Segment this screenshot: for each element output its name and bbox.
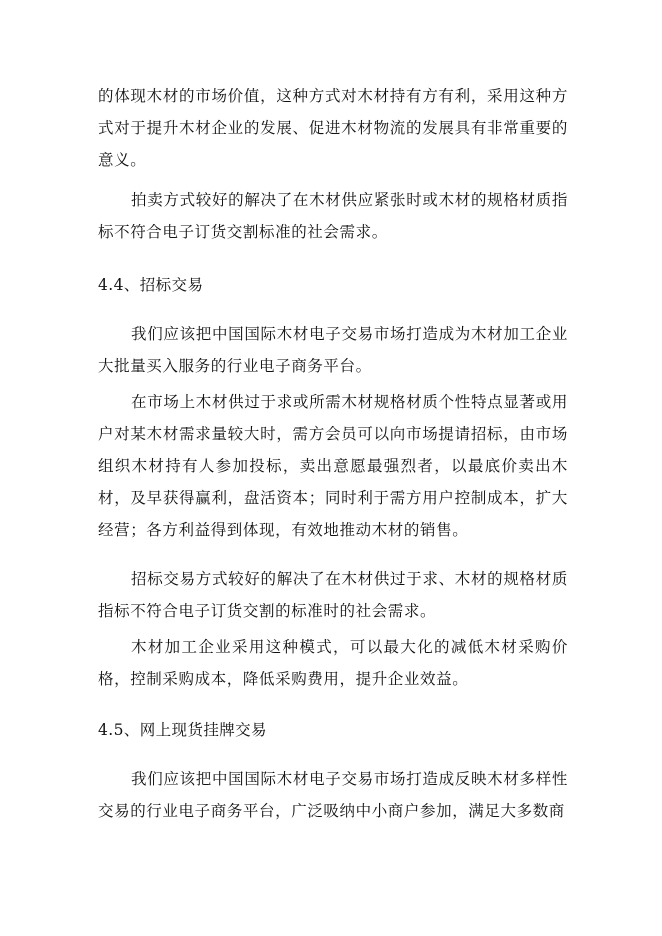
paragraph-tender-process: 在市场上木材供过于求或所需木材规格材质个性特点显著或用户对某木材需求量较大时，需方会员可以向市场提请招标，由市场组织木材持有人参加投标，卖出意愿最强烈者，以最底价卖出木材，及早获得赢利，盘活资本；同时利于需方用户控制成本，扩大经营；各方利益得到体现，有效地推动木材的销售。 (98, 393, 568, 539)
section-heading-4-4: 4.4、招标交易 (98, 276, 204, 294)
section-heading-4-5: 4.5、网上现货挂牌交易 (98, 721, 267, 739)
paragraph-tender-platform-goal: 我们应该把中国国际木材电子交易市场打造成为木材加工企业大批量买入服务的行业电子商务平台。 (98, 325, 568, 375)
paragraph-market-value-conclusion: 的体现木材的市场价值，这种方式对木材持有方有利，采用这种方式对于提升木材企业的发展、促进木材物流的发展具有非常重要的意义。 (98, 87, 568, 169)
paragraph-tender-benefits: 木材加工企业采用这种模式，可以最大化的减低木材采购价格，控制采购成本，降低采购费用，提升企业效益。 (98, 638, 568, 688)
paragraph-tender-summary: 招标交易方式较好的解决了在木材供过于求、木材的规格材质指标不符合电子订货交割的标准时的社会需求。 (98, 570, 568, 620)
paragraph-spot-listing-platform: 我们应该把中国国际木材电子交易市场打造成反映木材多样性交易的行业电子商务平台，广泛吸纳中小商户参加，满足大多数商 (98, 770, 568, 820)
paragraph-auction-summary: 拍卖方式较好的解决了在木材供应紧张时或木材的规格材质指标不符合电子订货交割标准的社会需求。 (98, 191, 568, 241)
